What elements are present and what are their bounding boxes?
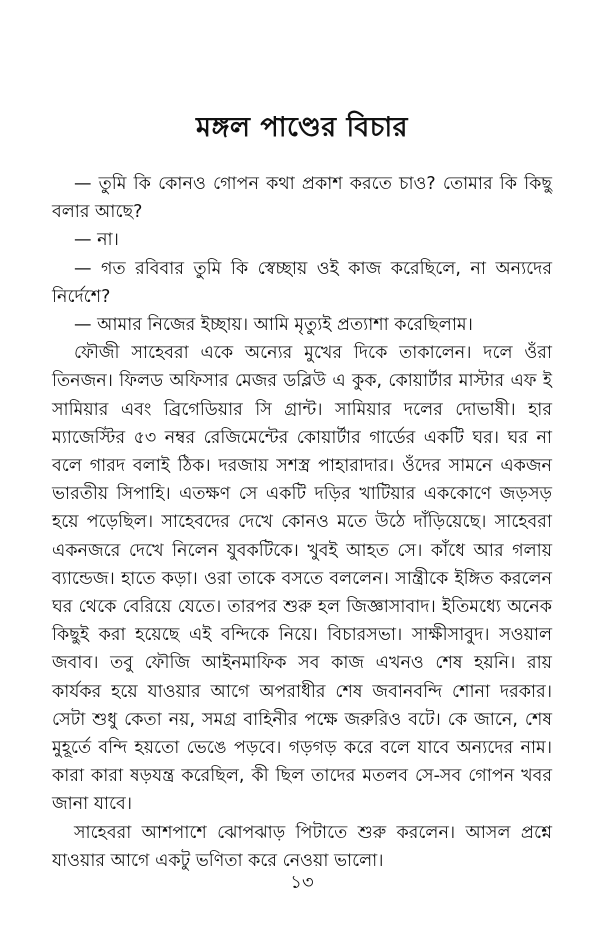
book-page: [52, 108, 552, 928]
narrative-paragraph: ফৌজী সাহেবরা একে অন্যের মুখের দিকে তাকালেন। দলে ওঁরা তিনজন। ফিলড অফিসার মেজর ডব্লিউ এ কুক, কোয়ার্টার মাস্টার এফ ই সামিয়ার এবং ব্রিগেডিয়ার সি গ্রান্ট। সামিয়ার দলের দোভাষী। হার ম্যাজেস্টির ৫৩ নম্বর রেজিমেন্টের কোয়ার্টার গার্ডের একটি ঘর। ঘর না বলে গারদ বলাই ঠিক। দরজায় সশস্ত্র পাহারাদার। ওঁদের সামনে একজন ভারতীয় সিপাহি। এতক্ষণ সে একটি দড়ির খাটিয়ার এককোণে জড়সড় হয়ে পড়েছিল। সাহেবদের দেখে কোনও মতে উঠে দাঁড়িয়েছে। সাহেবরা একনজরে দেখে নিলেন যুবকটিকে। খুবই আহত সে। কাঁধে আর গলায় ব্যান্ডেজ। হাতে কড়া। ওরা তাকে বসতে বললেন। সান্ত্রীকে ইঙ্গিত করলেন ঘর থেকে বেরিয়ে যেতে। তারপর শুরু হল জিজ্ঞাসাবাদ। ইতিমধ্যে অনেক কিছুই করা হয়েছে এই বন্দিকে নিয়ে। বিচারসভা। সাক্ষীসাবুদ। সওয়াল জবাব। তবু ফৌজি আইনমাফিক সব কাজ এখনও শেষ হয়নি। রায় কার্যকর হয়ে যাওয়ার আগে অপরাধীর শেষ জবানবন্দি শোনা দরকার। সেটা শুধু কেতা নয়, সমগ্র বাহিনীর পক্ষে জরুরিও বটে। কে জানে, শেষ মুহূর্তে বন্দি হয়তো ভেঙে পড়বে। গড়গড় করে বলে যাবে অন্যদের নাম। কারা কারা ষড়যন্ত্র করেছিল, কী ছিল তাদের মতলব সে-সব গোপন খবর জানা যাবে।: [52, 343, 552, 815]
dialogue-answer-2: — আমার নিজের ইচ্ছায়। আমি মৃত্যুই প্রত্যাশা করেছিলাম।: [74, 315, 473, 336]
dialogue-answer-1: — না।: [74, 230, 119, 251]
body-text: [52, 170, 552, 875]
dialogue-question-2: — গত রবিবার তুমি কি স্বেচ্ছায় ওই কাজ করেছিলে, না অন্যদের নির্দেশে?: [52, 258, 552, 307]
dialogue-question-1: — তুমি কি কোনও গোপন কথা প্রকাশ করতে চাও? তোমার কি কিছু বলার আছে?: [52, 174, 552, 223]
page-number: ১৩: [290, 872, 314, 893]
chapter-title: মঙ্গল পাণ্ডের বিচার: [195, 112, 409, 143]
closing-paragraph: সাহেবরা আশপাশে ঝোপঝাড় পিটাতে শুরু করলেন। আসল প্রশ্নে যাওয়ার আগে একটু ভণিতা করে নেওয়া ভালো।: [52, 822, 552, 871]
